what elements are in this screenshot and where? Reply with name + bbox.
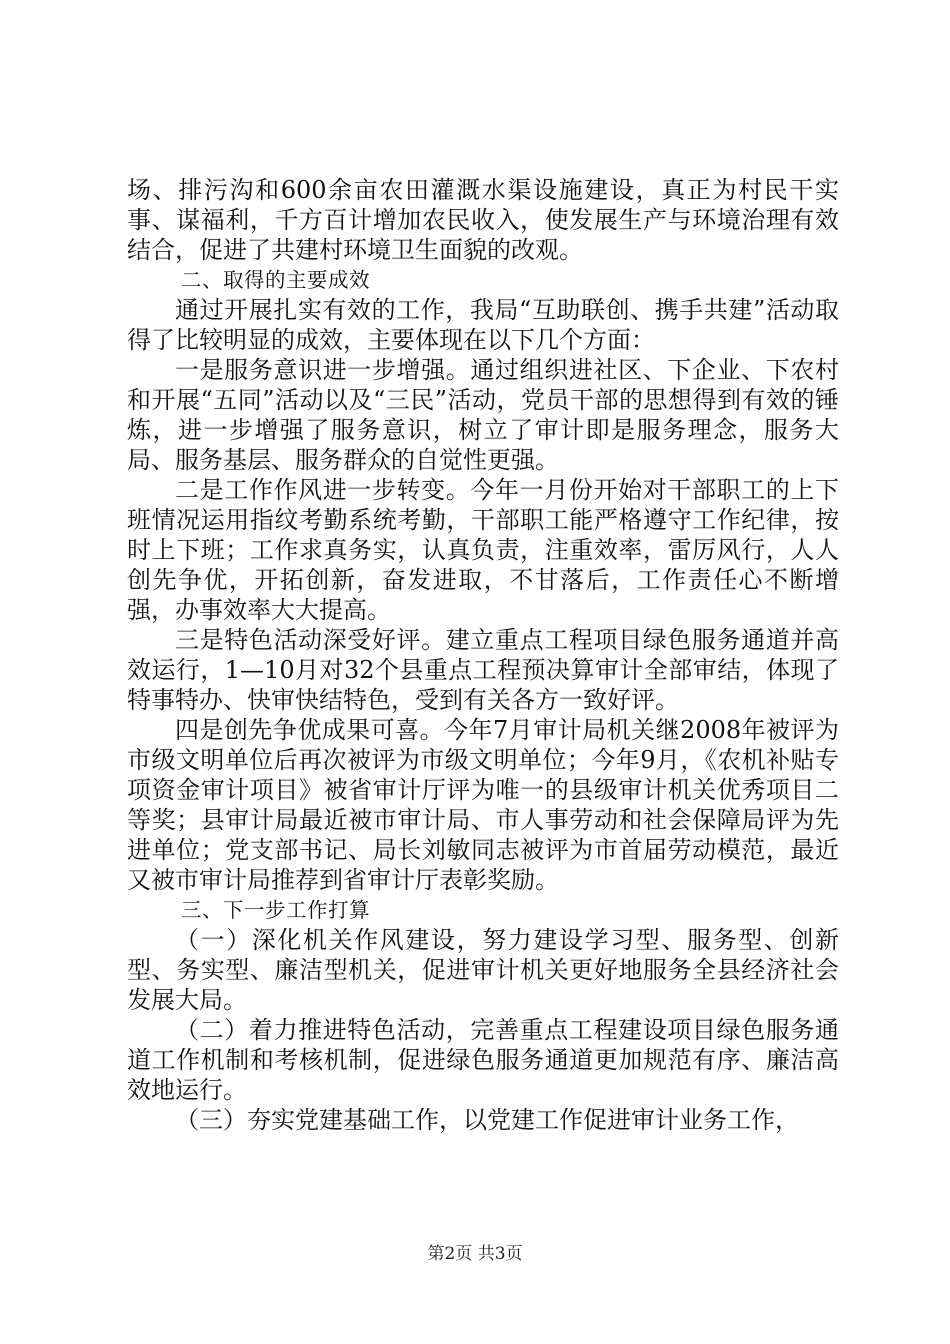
document-body bbox=[127, 175, 839, 1135]
paragraph-continuation: 场、排污沟和600余亩农田灌溉水渠设施建设，真正为村民干实事、谋福利，千方百计增加农民收入，使发展生产与环境治理有效结合，促进了共建村环境卫生面貌的改观。 bbox=[127, 176, 839, 264]
paragraph-featured-activities: 三是特色活动深受好评。建立重点工程项目绿色服务通道并高效运行，1—10月对32个县重点工程预决算审计全部审结，体现了特事特办、快审快结特色，受到有关各方一致好评。 bbox=[127, 626, 839, 714]
paragraph-plan-2: （二）着力推进特色活动，完善重点工程建设项目绿色服务通道工作机制和考核机制，促进绿色服务通道更加规范有序、廉洁高效地运行。 bbox=[127, 1016, 839, 1104]
page-number-footer: 第2页 共3页 bbox=[427, 1244, 523, 1264]
section-heading-next-steps: 三、下一步工作打算 bbox=[181, 898, 370, 922]
paragraph-plan-1: （一）深化机关作风建设，努力建设学习型、服务型、创新型、务实型、廉洁型机关，促进审计机关更好地服务全县经济社会发展大局。 bbox=[127, 926, 839, 1014]
paragraph-achievements-intro: 通过开展扎实有效的工作，我局“互助联创、携手共建”活动取得了比较明显的成效，主要体现在以下几个方面： bbox=[127, 296, 839, 354]
section-heading-achievements: 二、取得的主要成效 bbox=[181, 268, 370, 292]
paragraph-service-awareness: 一是服务意识进一步增强。通过组织进社区、下企业、下农村和开展“五同”活动以及“三民”活动，党员干部的思想得到有效的锤炼，进一步增强了服务意识，树立了审计即是服务理念，服务大局、服务基层、服务群众的自觉性更强。 bbox=[127, 356, 839, 474]
paragraph-excellence-results: 四是创先争优成果可喜。今年7月审计局机关继2008年被评为市级文明单位后再次被评为市级文明单位；今年9月，《农机补贴专项资金审计项目》被省审计厅评为唯一的县级审计机关优秀项目二等奖；县审计局最近被市审计局、市人事劳动和社会保障局评为先进单位；党支部书记、局长刘敏同志被评为市首届劳动模范，最近又被市审计局推荐到省审计厅表彰奖励。 bbox=[127, 716, 839, 894]
paragraph-plan-3: （三）夯实党建基础工作，以党建工作促进审计业务工作， bbox=[175, 1106, 799, 1134]
paragraph-work-style: 二是工作作风进一步转变。今年一月份开始对干部职工的上下班情况运用指纹考勤系统考勤，干部职工能严格遵守工作纪律，按时上下班；工作求真务实，认真负责，注重效率，雷厉风行，人人创先争优，开拓创新，奋发进取，不甘落后，工作责任心不断增强，办事效率大大提高。 bbox=[127, 476, 839, 624]
